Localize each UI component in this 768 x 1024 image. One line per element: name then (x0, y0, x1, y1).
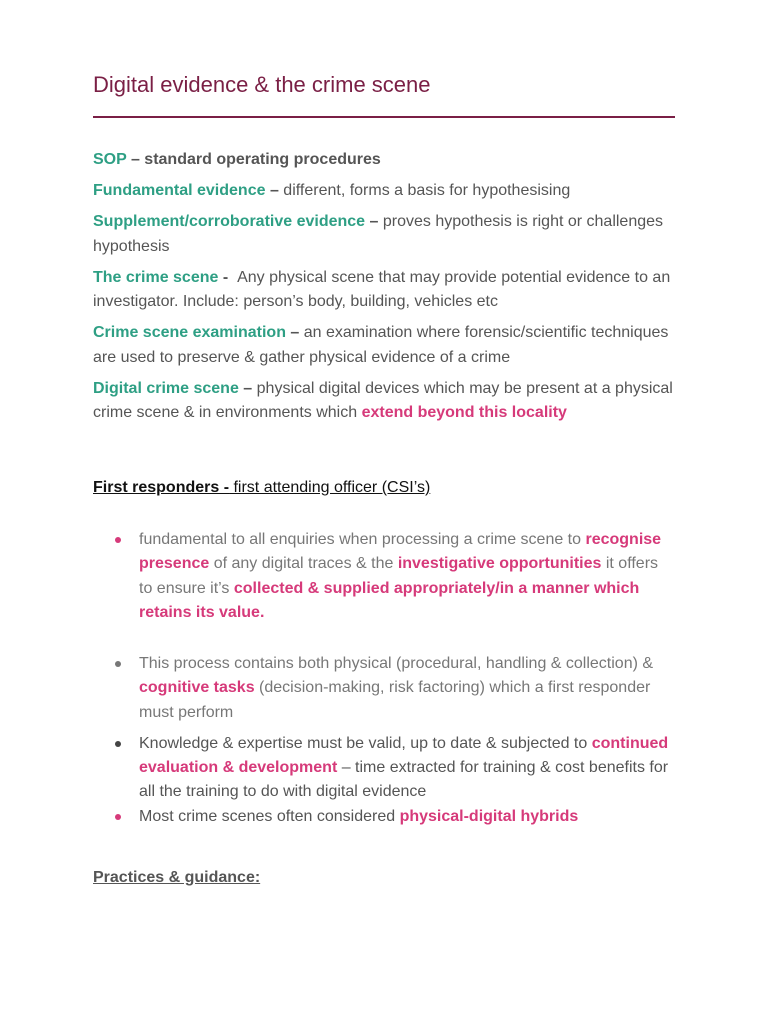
definitions-list (93, 148, 675, 432)
bullet-text-part: fundamental to all enquiries when processing a crime scene to (139, 531, 586, 548)
definition-term: Fundamental evidence (93, 182, 266, 199)
definition-separator: – (238, 379, 257, 397)
page-title: Digital evidence & the crime scene (93, 72, 431, 97)
definition-digital-crime-scene (93, 377, 675, 426)
title-divider (93, 116, 675, 118)
bullet-text (139, 531, 661, 621)
bullet-dot-icon (115, 814, 121, 820)
definition-crime-scene (93, 266, 675, 315)
definition-separator: - (218, 268, 238, 286)
bullet-highlight: recognise presence (139, 531, 662, 573)
definition-text: an examination where forensic/scientific techniques are used to preserve & gather physical evidence of a crime (93, 324, 669, 366)
definition-term: The crime scene (93, 268, 219, 286)
bullet-list-secondary (93, 652, 675, 829)
list-item (93, 528, 675, 625)
definition-term: SOP (93, 151, 127, 168)
bullet-text-part: Most crime scenes often considered (139, 807, 400, 825)
definition-separator: – (126, 151, 145, 168)
bullet-text-part: – time extracted for training & cost benefits for all the training to do with digital evidence (139, 759, 669, 801)
list-item (93, 652, 675, 725)
definition-text: different, forms a basis for hypothesising (283, 182, 571, 199)
definition-highlight: extend beyond this locality (361, 404, 567, 421)
definition-text: physical digital devices which may be present at a physical crime scene & in environments which (93, 379, 673, 421)
bullet-highlight: cognitive tasks (139, 679, 255, 697)
first-responders-heading (93, 476, 430, 500)
list-item (93, 732, 675, 805)
bullet-dot-icon (115, 661, 121, 667)
first-responders-heading-rest: first attending officer (CSI’s) (229, 479, 431, 496)
bullet-text (139, 735, 668, 801)
list-item (93, 805, 675, 829)
definition-text: proves hypothesis is right or challenges hypothesis (93, 213, 664, 255)
bullet-highlight: continued evaluation & development (139, 734, 669, 777)
bullet-highlight: physical-digital hybrids (399, 807, 579, 825)
bullet-highlight: collected & supplied appropriately/in a manner which retains its value. (139, 579, 640, 621)
bullet-text (139, 655, 653, 721)
bullet-list-primary (93, 528, 675, 625)
bullet-text-part: This process contains both physical (procedural, handling & collection) & (139, 655, 654, 672)
first-responders-heading-bold: First responders - (93, 479, 230, 496)
definition-term: Supplement/corroborative evidence (93, 213, 366, 230)
definition-separator: – (365, 213, 383, 230)
bullet-text (139, 808, 578, 825)
definition-separator: – (265, 182, 284, 199)
definition-separator: – (285, 324, 304, 341)
definition-term: Digital crime scene (93, 379, 239, 397)
bullet-text-part: Knowledge & expertise must be valid, up to date & subjected to (139, 734, 592, 752)
definition-text: Any physical scene that may provide potential evidence to an investigator. Include: person’s body, building, vehicles etc (93, 268, 671, 310)
bullet-dot-icon (115, 741, 121, 747)
bullet-highlight: investigative opportunities (397, 555, 602, 573)
bullet-text-part: it offers to ensure it’s (139, 555, 659, 597)
definition-text: standard operating procedures (144, 151, 381, 168)
practices-guidance-heading: Practices & guidance: (93, 869, 261, 886)
bullet-text-part: (decision-making, risk factoring) which a first responder must perform (139, 679, 651, 721)
definition-term: Crime scene examination (93, 324, 286, 341)
bullet-text-part: of any digital traces & the (209, 555, 398, 573)
definition-supplement-evidence (93, 210, 675, 259)
definition-crime-scene-examination (93, 321, 675, 370)
definition-fundamental-evidence (93, 179, 675, 204)
definition-sop (93, 148, 675, 173)
bullet-dot-icon (115, 537, 121, 543)
